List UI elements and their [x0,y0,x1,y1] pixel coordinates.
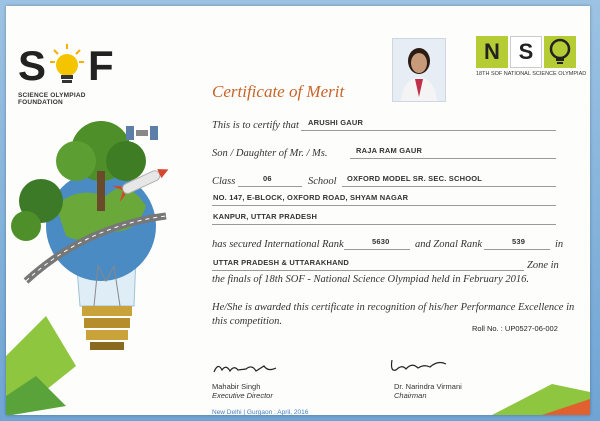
executive-director-signature [212,360,282,376]
parent-label: Son / Daughter of Mr. / Ms. [212,148,328,159]
chairman-block [394,382,462,400]
certificate-title: Certificate of Merit [212,82,345,101]
address-line-2: KANPUR, UTTAR PRADESH [213,212,318,221]
certificate-paper [6,6,590,415]
nso-letter-n: N [476,36,508,68]
class-value: 06 [263,174,272,183]
chairman-role: Chairman [394,391,427,400]
roll-number: Roll No. : UP0527-06-002 [472,324,558,333]
student-name: ARUSHI GAUR [308,118,364,127]
finals-text: the finals of 18th SOF - National Science Olympiad held in February 2016. [212,274,529,285]
nso-bulb-icon [547,38,573,66]
executive-director-name: Mahabir Singh [212,382,261,391]
earth-bulb-illustration [6,106,206,415]
address-line-1: NO. 147, E-BLOCK, OXFORD ROAD, SHYAM NAGAR [213,193,409,202]
in-label: in [555,239,564,250]
chairman-signature [388,354,452,376]
student-photo [392,38,446,102]
school-label: School [308,176,337,187]
sof-tagline: SCIENCE OLYMPIAD FOUNDATION [18,92,86,106]
zonal-rank-value: 539 [512,237,526,246]
parent-name: RAJA RAM GAUR [356,146,423,155]
nso-letter-s: S [510,36,542,68]
sof-logo-f: F [88,42,115,89]
nso-logo [476,36,587,77]
sof-logo-s: S [18,42,48,89]
place-date: New Delhi | Gurgaon : April, 2016 [212,409,309,415]
executive-director-block [212,382,273,400]
zone-label: Zone in [527,260,559,271]
nso-letter-o [544,36,576,68]
zonal-rank-label: and Zonal Rank [415,239,483,250]
corner-decoration [492,384,590,415]
certify-label: This is to certify that [212,120,299,131]
sof-logo [18,42,128,106]
chairman-name: Dr. Narindra Virmani [394,382,462,391]
executive-director-role: Executive Director [212,391,273,400]
award-line-1: He/She is awarded this certificate in recognition of his/her Performance Excellence in [212,302,575,313]
zone-name: UTTAR PRADESH & UTTARAKHAND [213,258,349,267]
intl-rank-label: has secured International Rank [212,239,344,250]
school-name: OXFORD MODEL SR. SEC. SCHOOL [347,174,483,183]
class-label: Class [212,176,236,187]
lightbulb-icon [50,44,84,88]
award-line-2: this competition. [212,316,282,327]
intl-rank-value: 5630 [372,237,390,246]
nso-tagline: 18TH SOF NATIONAL SCIENCE OLYMPIAD [476,71,587,77]
